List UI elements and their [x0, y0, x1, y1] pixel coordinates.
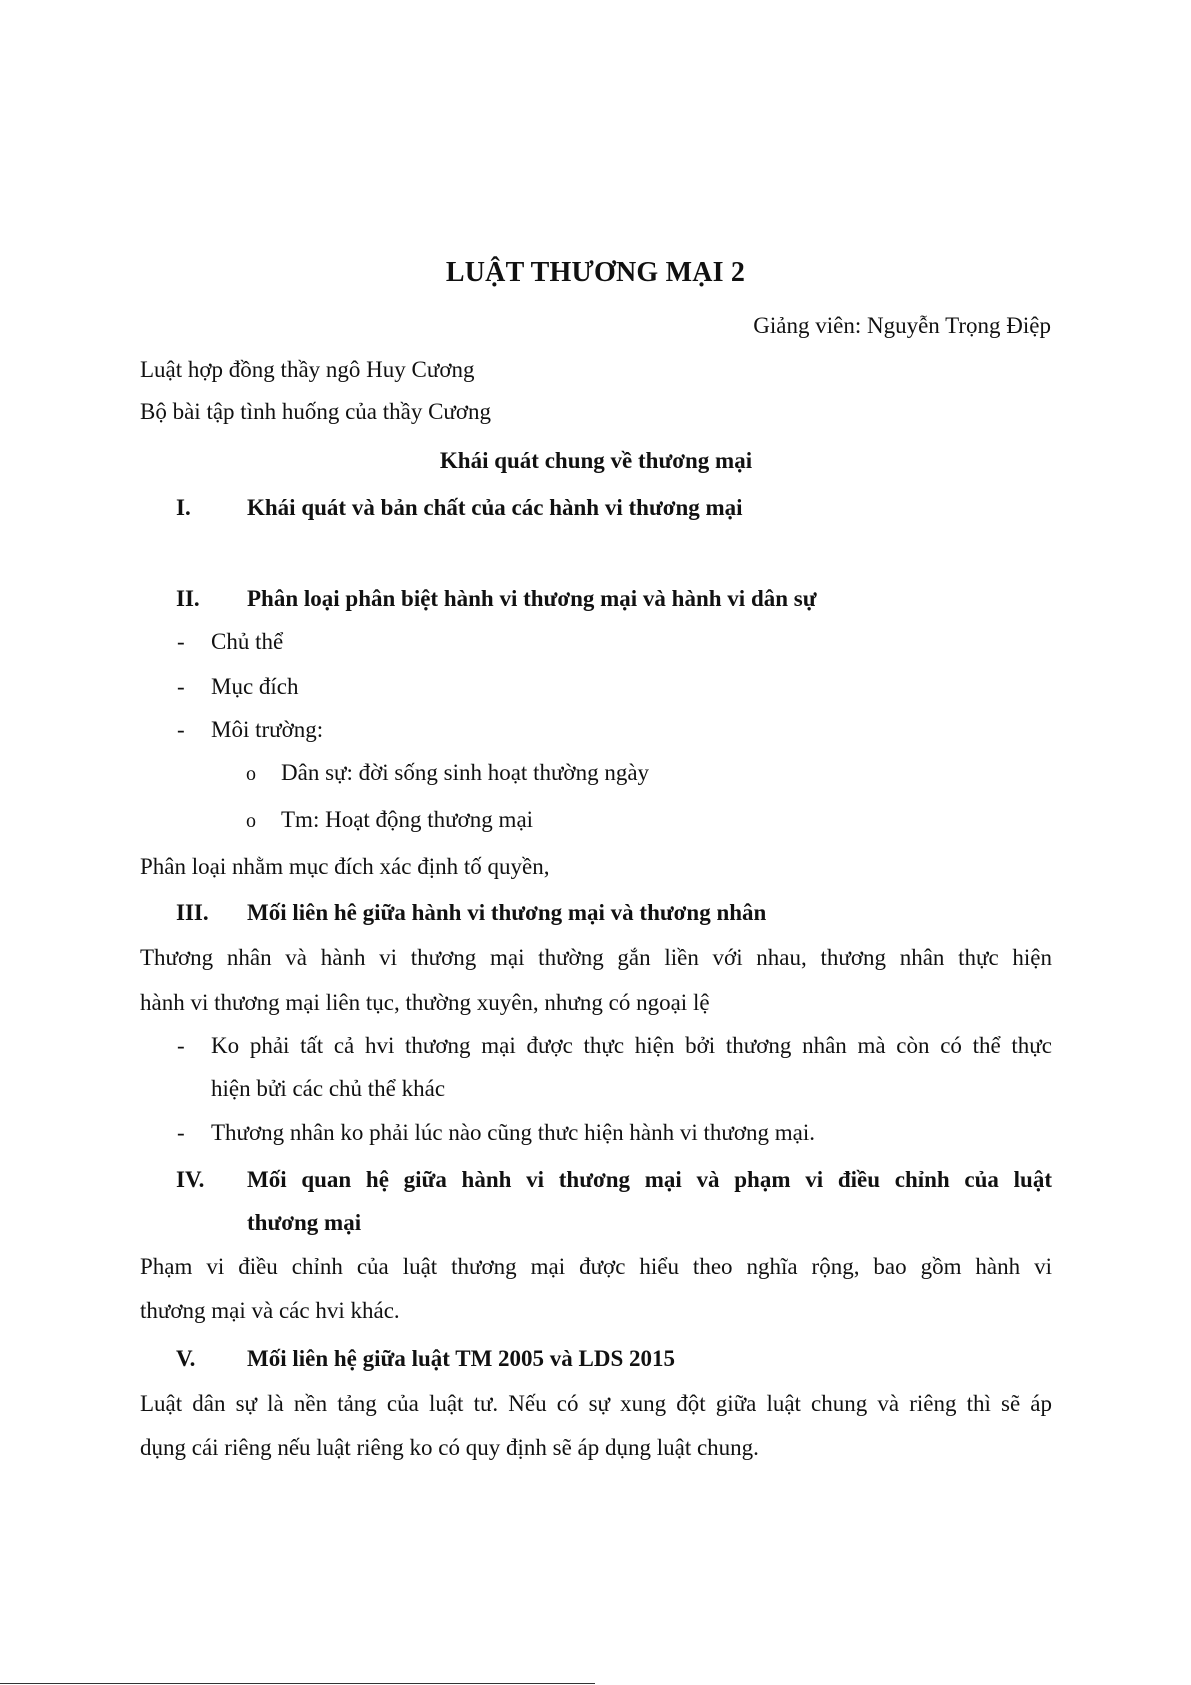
- circle-marker: o: [246, 763, 256, 785]
- paragraph-line: dụng cái riêng nếu luật riêng ko có quy định sẽ áp dụng luật chung.: [140, 1435, 759, 1460]
- lecturer-line: Giảng viên: Nguyễn Trọng Điệp: [753, 313, 1051, 338]
- paragraph-line: Phân loại nhằm mục đích xác định tố quyền,: [140, 854, 550, 879]
- heading-number: V.: [176, 1346, 196, 1371]
- document-title: LUẬT THƯƠNG MẠI 2: [445, 257, 746, 288]
- list-item-continuation: hiện bửi các chủ thể khác: [211, 1076, 446, 1101]
- paragraph-line: Luật dân sự là nền tảng của luật tư. Nếu có sự xung đột giữa luật chung và riêng thì sẽ áp: [140, 1391, 1052, 1416]
- heading-text: Khái quát và bản chất của các hành vi thương mại: [247, 495, 743, 520]
- sub-list-item: Tm: Hoạt động thương mại: [281, 807, 534, 832]
- paragraph-line: Phạm vi điều chỉnh của luật thương mại được hiểu theo nghĩa rộng, bao gồm hành vi: [140, 1254, 1052, 1279]
- heading-text: Mối liên hệ giữa luật TM 2005 và LDS 2015: [247, 1346, 676, 1371]
- dash-marker: -: [177, 1033, 185, 1058]
- dash-marker: -: [177, 629, 185, 654]
- intro-line: Bộ bài tập tình huống của thầy Cương: [140, 399, 492, 424]
- heading-number: II.: [176, 586, 200, 611]
- list-item: Môi trường:: [211, 717, 324, 742]
- footnote-divider: [0, 1683, 595, 1684]
- heading-text: Mối quan hệ giữa hành vi thương mại và phạm vi điều chỉnh của luật: [247, 1167, 1052, 1192]
- paragraph-line: thương mại và các hvi khác.: [140, 1298, 400, 1323]
- section-heading: Khái quát chung về thương mại: [439, 448, 753, 473]
- intro-line: Luật hợp đồng thầy ngô Huy Cương: [140, 357, 475, 382]
- list-item: Mục đích: [211, 674, 299, 699]
- list-item: Ko phải tất cả hvi thương mại được thực hiện bởi thương nhân mà còn có thể thực: [211, 1033, 1052, 1058]
- paragraph-line: Thương nhân và hành vi thương mại thường gắn liền với nhau, thương nhân thực hiện: [140, 945, 1052, 970]
- heading-number: I.: [176, 495, 191, 520]
- heading-number: III.: [176, 900, 209, 925]
- circle-marker: o: [246, 810, 256, 832]
- dash-marker: -: [177, 717, 185, 742]
- heading-text: Mối liên hê giữa hành vi thương mại và thương nhân: [247, 900, 767, 925]
- list-item: Thương nhân ko phải lúc nào cũng thưc hiện hành vi thương mại.: [211, 1120, 816, 1145]
- heading-number: IV.: [176, 1167, 205, 1192]
- dash-marker: -: [177, 674, 185, 699]
- list-item: Chủ thể: [211, 629, 284, 654]
- paragraph-line: hành vi thương mại liên tục, thường xuyên, nhưng có ngoại lệ: [140, 990, 710, 1015]
- dash-marker: -: [177, 1120, 185, 1145]
- heading-text: Phân loại phân biệt hành vi thương mại và hành vi dân sự: [247, 586, 817, 611]
- sub-list-item: Dân sự: đời sống sinh hoạt thường ngày: [281, 760, 650, 785]
- heading-text-continuation: thương mại: [247, 1210, 362, 1235]
